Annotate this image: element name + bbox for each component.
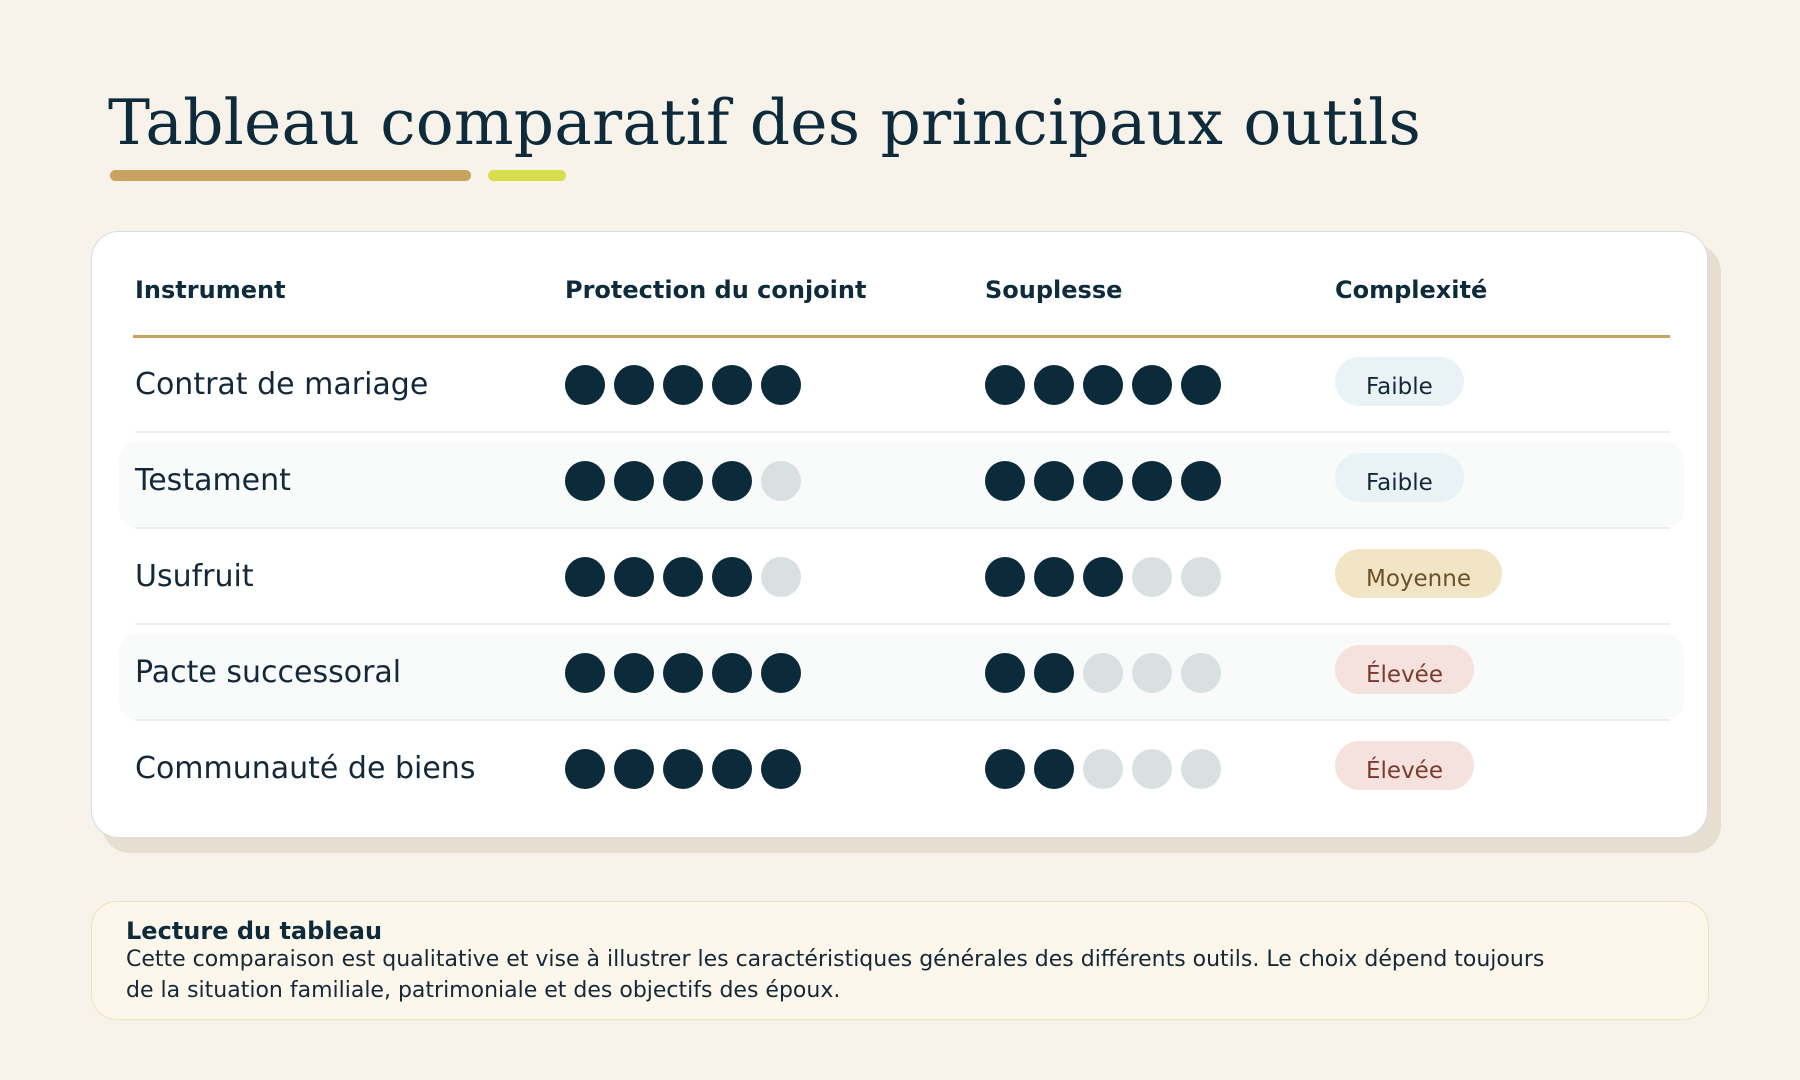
rating-dot-filled <box>614 365 654 405</box>
rating-dot-empty <box>1181 557 1221 597</box>
rating-dot-filled <box>565 653 605 693</box>
instrument-name: Testament <box>135 463 291 498</box>
column-header-souplesse: Souplesse <box>985 276 1123 304</box>
rating-dot-filled <box>1083 365 1123 405</box>
rating-dot-filled <box>1034 749 1074 789</box>
rating-dot-filled <box>565 749 605 789</box>
rating-dot-filled <box>565 461 605 501</box>
rating-dot-filled <box>1132 365 1172 405</box>
rating-dot-filled <box>663 461 703 501</box>
rating-dot-filled <box>1034 653 1074 693</box>
table-reading-note <box>91 901 1709 1020</box>
title-accent-bar-secondary <box>488 170 566 181</box>
table-row <box>92 721 1707 817</box>
rating-dot-filled <box>985 461 1025 501</box>
complexity-badge: Élevée <box>1335 741 1474 790</box>
rating-dot-filled <box>1083 461 1123 501</box>
souplesse-rating <box>985 365 1221 405</box>
instrument-name: Usufruit <box>135 559 254 594</box>
souplesse-rating <box>985 653 1221 693</box>
protection-rating <box>565 653 801 693</box>
column-header-protection: Protection du conjoint <box>565 276 867 304</box>
protection-rating <box>565 749 801 789</box>
rating-dot-filled <box>761 365 801 405</box>
rating-dot-empty <box>1083 653 1123 693</box>
rating-dot-filled <box>1181 365 1221 405</box>
rating-dot-filled <box>614 557 654 597</box>
rating-dot-filled <box>712 461 752 501</box>
table-header <box>92 232 1707 337</box>
table-row <box>92 625 1707 721</box>
complexity-badge: Élevée <box>1335 645 1474 694</box>
rating-dot-filled <box>1181 461 1221 501</box>
complexity-badge: Faible <box>1335 453 1464 502</box>
comparison-table <box>91 231 1708 838</box>
souplesse-rating <box>985 461 1221 501</box>
column-header-complexite: Complexité <box>1335 276 1488 304</box>
protection-rating <box>565 557 801 597</box>
rating-dot-filled <box>1083 557 1123 597</box>
protection-rating <box>565 365 801 405</box>
rating-dot-filled <box>565 557 605 597</box>
rating-dot-empty <box>761 557 801 597</box>
rating-dot-filled <box>663 365 703 405</box>
table-body <box>92 337 1707 817</box>
note-text: Cette comparaison est qualitative et vise à illustrer les caractéristiques générales des différents outils. Le choix dépend toujours de la situation familiale, patrimoniale et des objectifs des époux. <box>126 947 1545 1003</box>
table-row <box>92 433 1707 529</box>
instrument-name: Communauté de biens <box>135 751 476 786</box>
rating-dot-empty <box>1083 749 1123 789</box>
rating-dot-filled <box>712 365 752 405</box>
rating-dot-empty <box>1181 749 1221 789</box>
instrument-name: Contrat de mariage <box>135 367 429 402</box>
rating-dot-filled <box>565 365 605 405</box>
instrument-name: Pacte successoral <box>135 655 402 690</box>
rating-dot-filled <box>663 653 703 693</box>
rating-dot-filled <box>1132 461 1172 501</box>
column-header-instrument: Instrument <box>135 276 286 304</box>
complexity-badge: Moyenne <box>1335 549 1502 598</box>
rating-dot-filled <box>712 749 752 789</box>
souplesse-rating <box>985 749 1221 789</box>
rating-dot-filled <box>712 653 752 693</box>
rating-dot-filled <box>985 365 1025 405</box>
rating-dot-filled <box>614 749 654 789</box>
rating-dot-filled <box>761 749 801 789</box>
rating-dot-filled <box>614 461 654 501</box>
rating-dot-filled <box>985 749 1025 789</box>
rating-dot-filled <box>712 557 752 597</box>
rating-dot-filled <box>985 653 1025 693</box>
rating-dot-filled <box>614 653 654 693</box>
rating-dot-filled <box>1034 365 1074 405</box>
rating-dot-empty <box>1181 653 1221 693</box>
rating-dot-empty <box>761 461 801 501</box>
rating-dot-empty <box>1132 653 1172 693</box>
page-title: Tableau comparatif des principaux outils <box>108 86 1421 159</box>
rating-dot-filled <box>1034 461 1074 501</box>
rating-dot-empty <box>1132 557 1172 597</box>
table-row <box>92 337 1707 433</box>
table-row <box>92 529 1707 625</box>
rating-dot-empty <box>1132 749 1172 789</box>
complexity-badge: Faible <box>1335 357 1464 406</box>
rating-dot-filled <box>1034 557 1074 597</box>
rating-dot-filled <box>663 749 703 789</box>
rating-dot-filled <box>663 557 703 597</box>
title-accent-bar <box>110 170 471 181</box>
souplesse-rating <box>985 557 1221 597</box>
protection-rating <box>565 461 801 501</box>
note-title: Lecture du tableau <box>126 917 383 945</box>
rating-dot-filled <box>985 557 1025 597</box>
rating-dot-filled <box>761 653 801 693</box>
